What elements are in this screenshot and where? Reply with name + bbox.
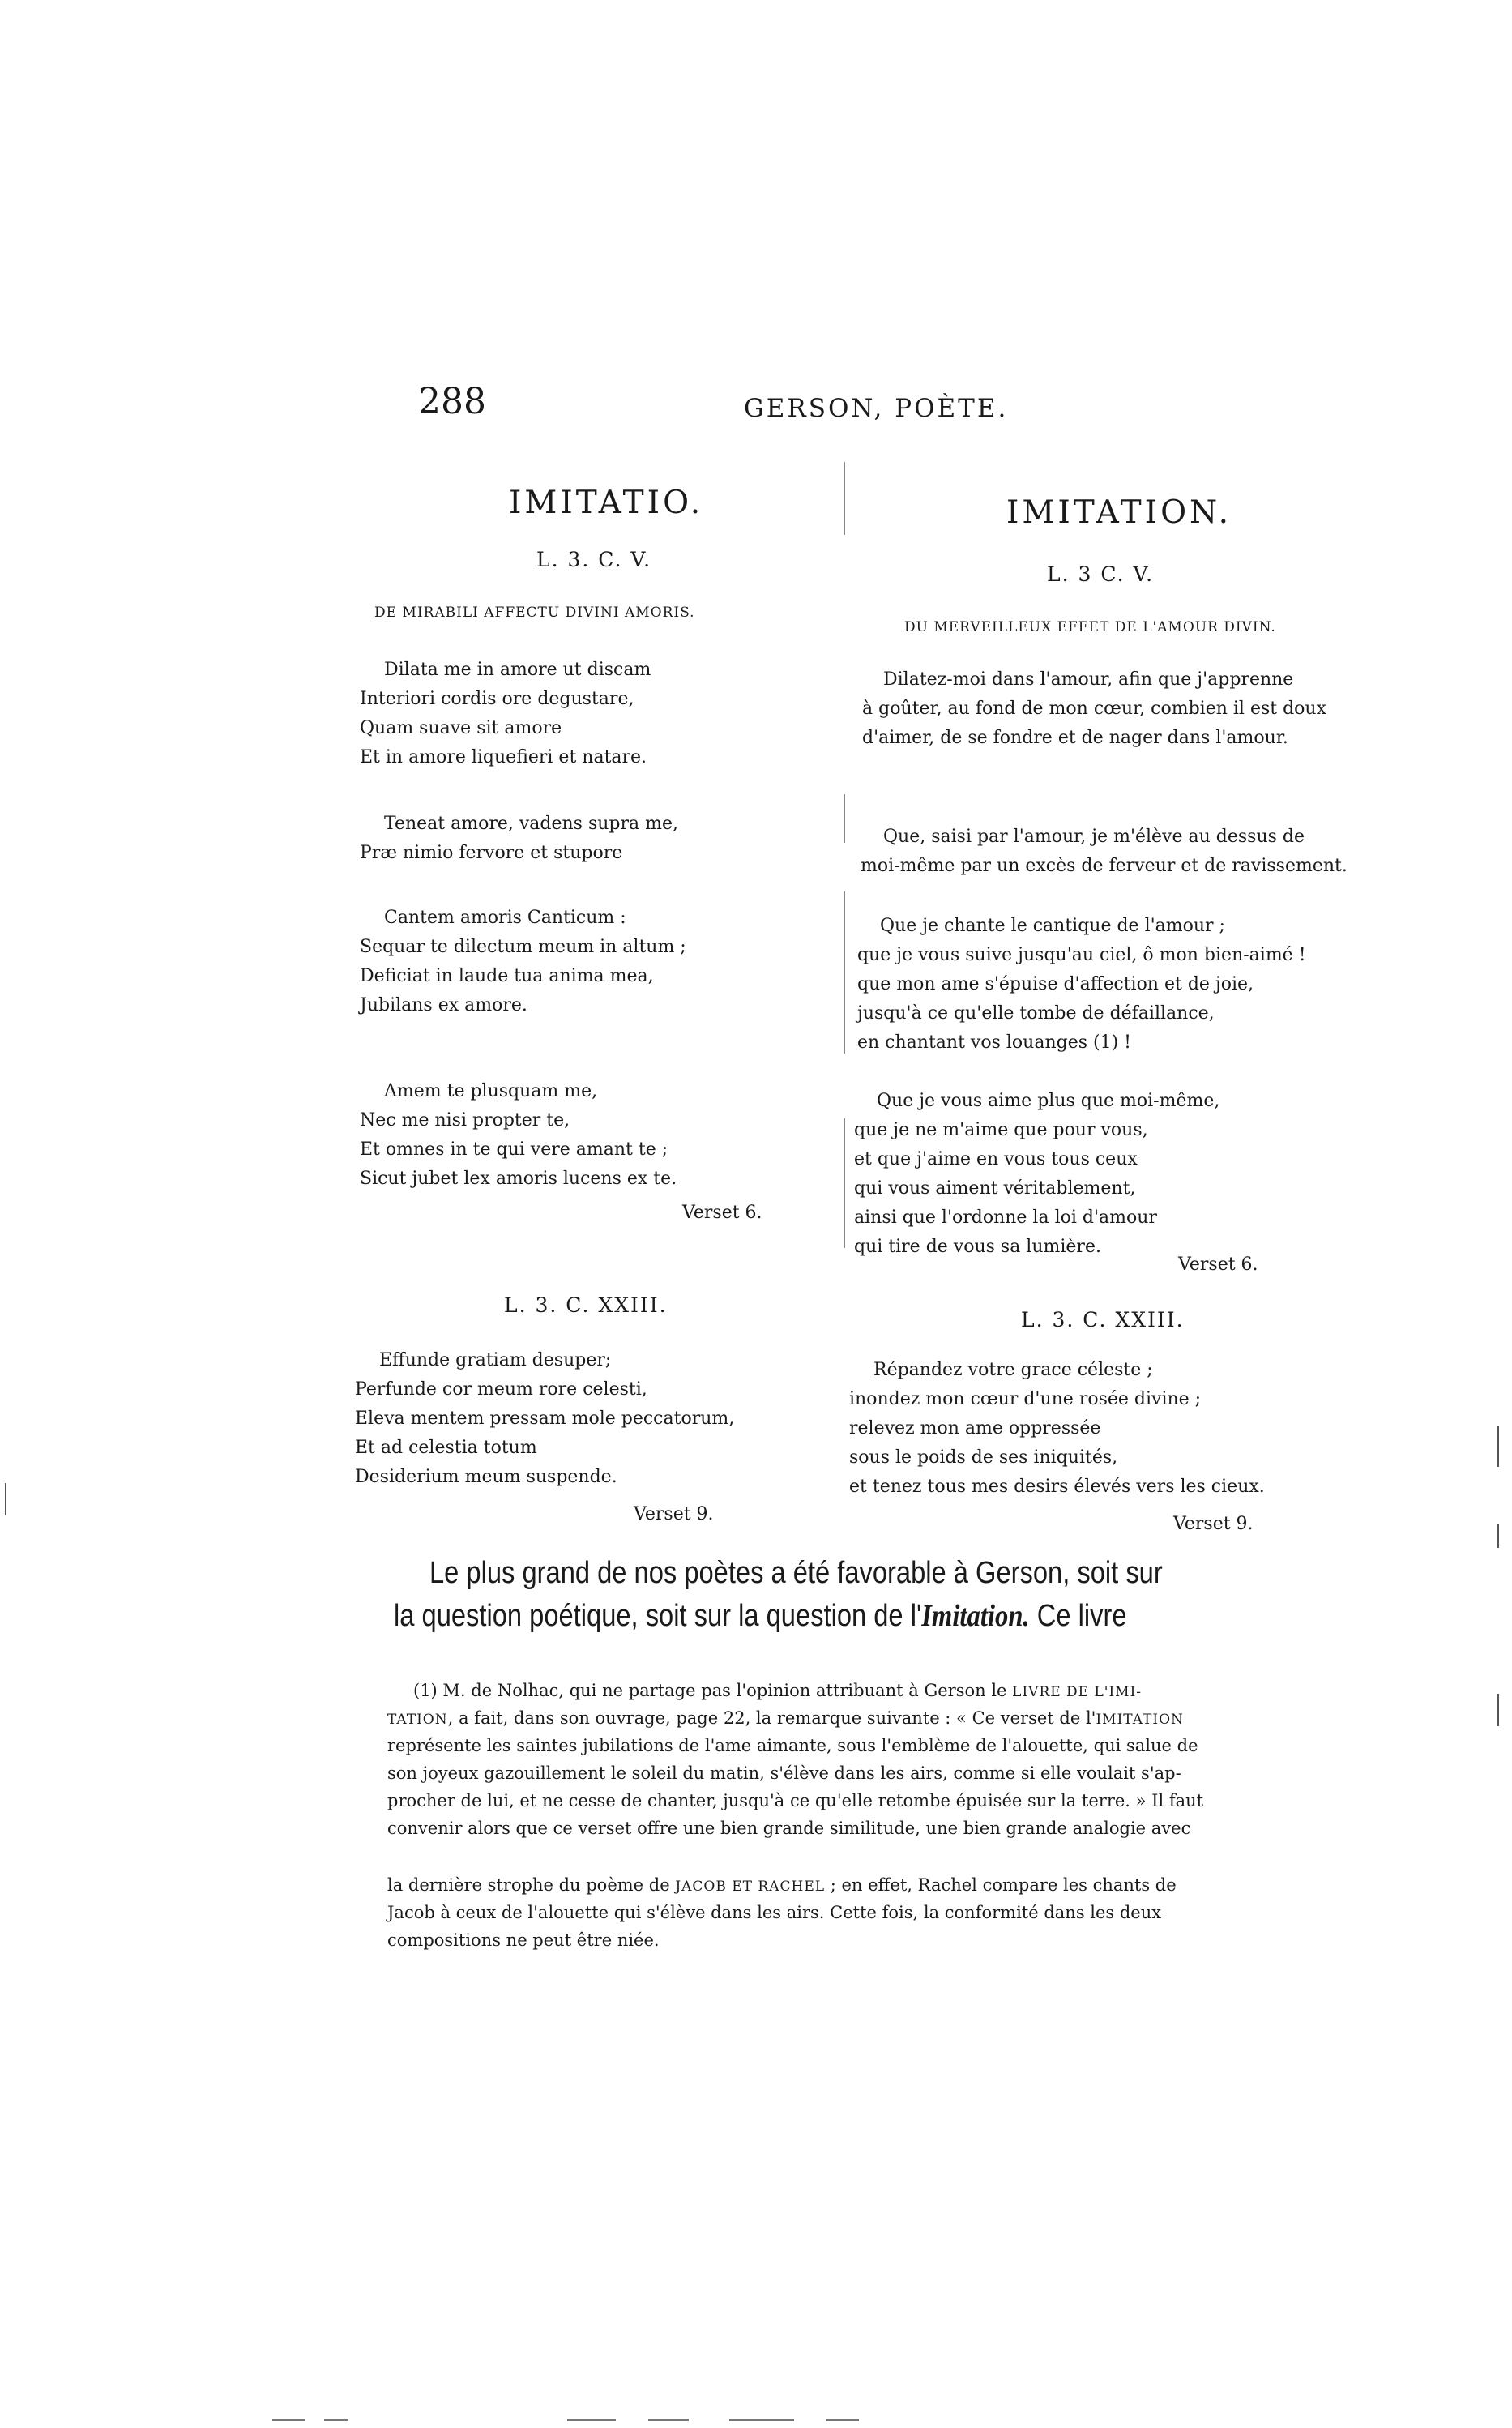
- running-head: GERSON, POÈTE.: [744, 394, 1009, 423]
- latin-line: Et ad celestia totum: [355, 1438, 537, 1458]
- french-line: et tenez tous mes desirs élevés vers les cieux.: [849, 1477, 1265, 1497]
- footnote-line: Jacob à ceux de l'alouette qui s'élève dans les airs. Cette fois, la conformité dans les deux: [387, 1903, 1162, 1922]
- french-line: que mon ame s'épuise d'affection et de joie,: [857, 974, 1254, 994]
- latin-line: Dilata me in amore ut discam: [384, 660, 651, 680]
- french-line: relevez mon ame oppressée: [849, 1418, 1101, 1438]
- latin-line: Sicut jubet lex amoris lucens ex te.: [360, 1169, 677, 1189]
- footnote-line: [413, 1681, 1142, 1700]
- footnote-smallcaps: JACOB ET RACHEL: [675, 1879, 826, 1895]
- french-line: Que je vous aime plus que moi-même,: [877, 1091, 1220, 1111]
- column-separator: [844, 462, 845, 535]
- french-line: ainsi que l'ordonne la loi d'amour: [854, 1208, 1157, 1228]
- footnote-line: procher de lui, et ne cesse de chanter, jusqu'à ce qu'elle retombe épuisée sur la terre. » Il faut: [387, 1791, 1204, 1810]
- french-line: Répandez votre grace céleste ;: [873, 1360, 1153, 1380]
- body-line-2-text: la question poétique, soit sur la question de l': [394, 1599, 922, 1633]
- footnote-line: représente les saintes jubilations de l'ame aimante, sous l'emblème de l'alouette, qui salue de: [387, 1736, 1198, 1755]
- footnote-smallcaps: IMITATION: [1096, 1712, 1184, 1728]
- latin-line: Desiderium meum suspende.: [355, 1467, 617, 1487]
- latin-line: Cantem amoris Canticum :: [384, 908, 626, 928]
- latin-line: Et omnes in te qui vere amant te ;: [360, 1139, 668, 1160]
- latin-line: Sequar te dilectum meum in altum ;: [360, 937, 686, 957]
- latin-line: Interiori cordis ore degustare,: [360, 689, 634, 709]
- french-line: Que je chante le cantique de l'amour ;: [880, 916, 1225, 936]
- left-column-title: IMITATIO.: [509, 485, 704, 521]
- left-verse-tag-2: Verset 9.: [634, 1504, 714, 1524]
- right-verse-tag-1: Verset 6.: [1178, 1255, 1258, 1275]
- french-line: qui tire de vous sa lumière.: [854, 1237, 1101, 1257]
- scan-artifact: [567, 2419, 616, 2421]
- latin-line: Effunde gratiam desuper;: [379, 1350, 612, 1370]
- scan-artifact: [648, 2419, 689, 2421]
- footnote-smallcaps: TATION: [387, 1712, 448, 1728]
- french-line: Que, saisi par l'amour, je m'élève au dessus de: [883, 827, 1305, 847]
- column-separator: [844, 794, 845, 843]
- french-line: à goûter, au fond de mon cœur, combien il est doux: [862, 699, 1326, 719]
- footnote-line: convenir alors que ce verset offre une bien grande similitude, une bien grande analogie avec: [387, 1819, 1191, 1838]
- french-line: inondez mon cœur d'une rosée divine ;: [849, 1389, 1202, 1409]
- left-ref-1: L. 3. C. V.: [536, 548, 652, 571]
- latin-line: Quam suave sit amore: [360, 718, 562, 738]
- page-number: 288: [418, 381, 486, 422]
- latin-line: Et in amore liquefieri et natare.: [360, 747, 647, 767]
- left-subtitle: DE MIRABILI AFFECTU DIVINI AMORIS.: [374, 605, 695, 621]
- footnote-line: son joyeux gazouillement le soleil du matin, s'élève dans les airs, comme si elle voulait s'ap-: [387, 1763, 1181, 1783]
- footnote-line: [387, 1875, 1177, 1895]
- french-line: Dilatez-moi dans l'amour, afin que j'apprenne: [883, 669, 1294, 690]
- right-verse-tag-2: Verset 9.: [1173, 1514, 1254, 1534]
- column-separator: [844, 1118, 845, 1248]
- latin-line: Præ nimio fervore et stupore: [360, 843, 623, 863]
- french-line: jusqu'à ce qu'elle tombe de défaillance,: [857, 1003, 1215, 1024]
- latin-line: Nec me nisi propter te,: [360, 1110, 570, 1131]
- latin-line: Teneat amore, vadens supra me,: [384, 814, 679, 834]
- footnote-text: (1) M. de Nolhac, qui ne partage pas l'opinion attribuant à Gerson le: [413, 1681, 1013, 1700]
- body-line-2-end: Ce livre: [1029, 1599, 1127, 1633]
- scan-artifact: [1497, 1426, 1499, 1467]
- latin-line: Amem te plusquam me,: [384, 1081, 598, 1101]
- french-line: que je ne m'aime que pour vous,: [854, 1120, 1148, 1140]
- scan-artifact: [826, 2419, 859, 2421]
- scan-artifact: [1497, 1524, 1499, 1548]
- imitation-italic: Imitation.: [921, 1599, 1030, 1633]
- right-column-title: IMITATION.: [1006, 494, 1232, 531]
- footnote-line: [387, 1708, 1184, 1728]
- footnote-line: compositions ne peut être niée.: [387, 1930, 660, 1950]
- body-line-2: [394, 1598, 1127, 1634]
- french-line: sous le poids de ses iniquités,: [849, 1447, 1118, 1468]
- latin-line: Jubilans ex amore.: [360, 995, 527, 1015]
- french-line: moi-même par un excès de ferveur et de ravissement.: [861, 856, 1348, 876]
- french-line: en chantant vos louanges (1) !: [857, 1032, 1131, 1053]
- scan-artifact: [729, 2419, 794, 2421]
- body-line-1: Le plus grand de nos poètes a été favorable à Gerson, soit sur: [429, 1556, 1163, 1590]
- scan-artifact: [1497, 1694, 1499, 1726]
- latin-line: Eleva mentem pressam mole peccatorum,: [355, 1408, 735, 1429]
- latin-line: Perfunde cor meum rore celesti,: [355, 1379, 647, 1400]
- right-subtitle: DU MERVEILLEUX EFFET DE L'AMOUR DIVIN.: [904, 619, 1276, 635]
- right-ref-1: L. 3 C. V.: [1047, 562, 1155, 586]
- french-line: que je vous suive jusqu'au ciel, ô mon bien-aimé !: [857, 945, 1306, 965]
- french-line: d'aimer, de se fondre et de nager dans l'amour.: [862, 728, 1288, 748]
- scan-artifact: [324, 2419, 348, 2421]
- scan-artifact: [5, 1483, 6, 1515]
- left-verse-tag-1: Verset 6.: [682, 1203, 762, 1223]
- footnote-text: la dernière strophe du poème de: [387, 1875, 676, 1895]
- left-ref-2: L. 3. C. XXIII.: [504, 1293, 668, 1317]
- footnote-smallcaps: LIVRE DE L'IMI-: [1012, 1684, 1143, 1700]
- french-line: et que j'aime en vous tous ceux: [854, 1149, 1138, 1169]
- latin-line: Deficiat in laude tua anima mea,: [360, 966, 654, 986]
- scan-artifact: [272, 2419, 305, 2421]
- footnote-text: , a fait, dans son ouvrage, page 22, la remarque suivante : « Ce verset de l': [447, 1708, 1096, 1728]
- french-line: qui vous aiment véritablement,: [854, 1178, 1136, 1199]
- column-separator: [844, 891, 845, 1054]
- footnote-text: ; en effet, Rachel compare les chants de: [825, 1875, 1177, 1895]
- right-ref-2: L. 3. C. XXIII.: [1021, 1308, 1185, 1332]
